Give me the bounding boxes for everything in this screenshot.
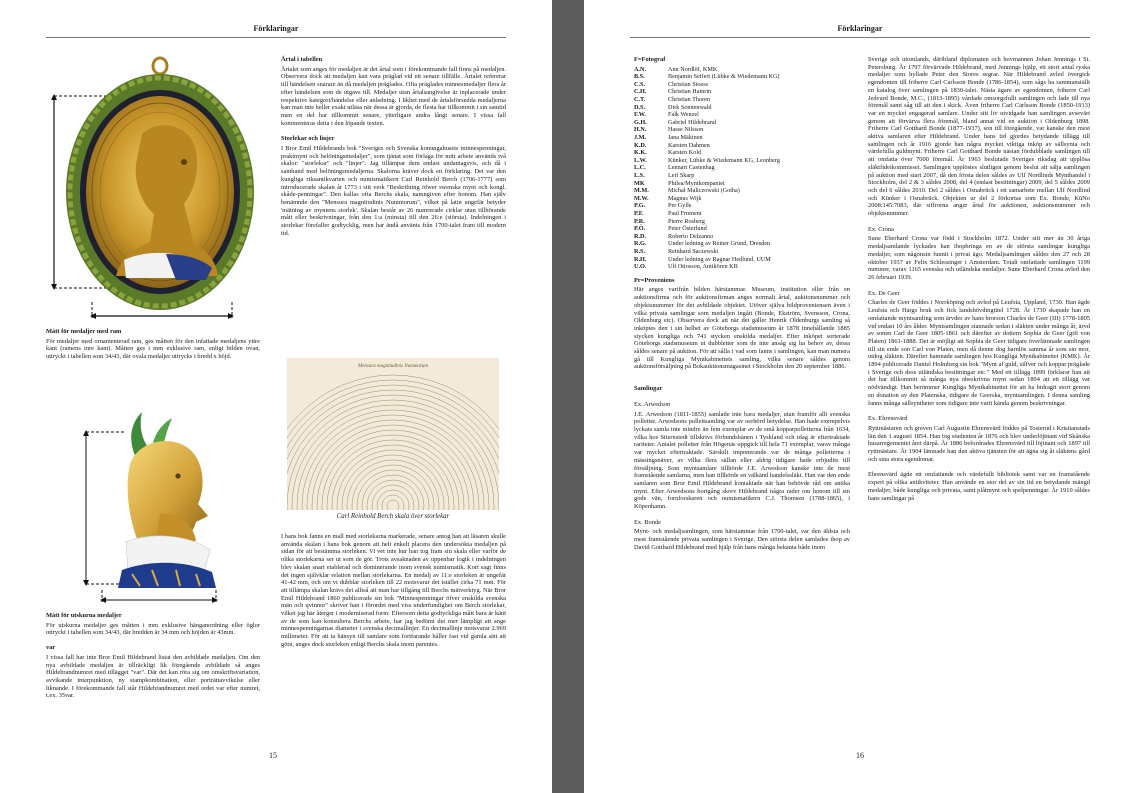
header-rule bbox=[630, 37, 1090, 38]
photographer-row bbox=[634, 210, 780, 218]
page-number: 15 bbox=[269, 751, 277, 760]
crona-title: Ex. Crona bbox=[868, 225, 894, 233]
page-header: Förklaringar bbox=[837, 24, 883, 33]
photographer-name: Reinhard Saczewski bbox=[668, 247, 719, 255]
artal-title: Årtal i tabellen bbox=[281, 56, 323, 63]
photographer-row bbox=[634, 66, 780, 74]
photographer-code: R.H. bbox=[634, 255, 647, 263]
photographer-name: Christian Thoren bbox=[668, 96, 710, 104]
photographer-code: M.M. bbox=[634, 187, 649, 195]
photographer-code: P.R. bbox=[634, 217, 645, 225]
arwedson-title: Ex. Arwedson bbox=[634, 400, 671, 408]
photographer-name: Christian Hamrin bbox=[668, 88, 712, 96]
saml-title: Samlingar bbox=[634, 385, 663, 393]
degeer-text: Charles de Geer föddes i Norrköping och avled på Leufsta, Uppland, 1730. Han ägde Leufsta och Hargs bruk och fick landshövdingtitel 1728. År 1730 skapade han en omfattande myntsamling som ärvdes av hans brorson Charles de Geer (III) 1778-1805 vid endast 10 års ålder. Myntsamlingen stannade sedan i släkten under många år, ärvd av sonen Carl de Geer 1805-1861 och därefter av dottern Sophia de Geer (gift von Platen) 1861-1888. Det är möjligt att Sophia de Geer tidigare överlämnade samlingen till sin ende son Carl von Platen, men då denne dog barnlös samma år som sin mor, utdog släkten. Därefter hamnade samlingen hos Kungliga Myntkabinettet (KMK). År 1894 publicerade Daniel Holmberg sin bok "Mynt af guld, silfver och koppar präglade i Sverige och dess utländska besittningar etc." Med ett tillägg 1899 förklarar han att det har tillkommit så många nya obeskrivna mynt sedan 1894 att ett tillägg var nödvändigt. Han berömmer Kungliga Myntkabinettet för att ha bidragit stort genom en donation av den Platenska, tidigare de Geerska, myntsamlingen. I denna samling fanns många sällsyntheter som tidigare inte varit kända genom beskrivningar. bbox=[868, 299, 1090, 407]
right-col-1 bbox=[634, 56, 850, 554]
berch-scale-circles bbox=[287, 358, 499, 510]
storlek-text: I Bror Emil Hildebrands bok "Sveriges och Svenska konungahusets minnespenningar, praktmynt och belöningsmedaljer", som tjänat som förlaga för mitt arbete används två skalor: "storlekar" och "linjer". Jag tillämpar dem endast undantagsvis, och då i samband med belöningsmedaljerna. Skalorna kräver dock en förklaring. Det var den kungliga riksantikvarien och numismatikern Carl Reinhold Berch (1706-1777) som introducerade skalan år 1773 i sitt verk "Beskrifning öfwer swenska mynt och kongl. skåde-penningar". Den kallas ofta Berchs skala, namngiven efter honom. Han själv benämnde den "Mensura magnitudinis Nummorum", vilket på latin ungefär betyder 'mätning av myntens storlek'. Skalan består av 26 numrerade cirklar utan tillhörande mått eller beskrivningar, från den 1:a (minsta) till den 26:e (största). Indelningen i storlekar förefaller godtycklig, men har ändå använts från 1700-talet fram till modern tid. bbox=[281, 145, 506, 237]
photographer-row bbox=[634, 149, 780, 157]
photographer-row bbox=[634, 81, 780, 89]
photographer-name: Lennart Castenhag bbox=[668, 164, 715, 172]
photographer-row bbox=[634, 88, 780, 96]
photographer-code: C.T. bbox=[634, 96, 646, 104]
photographer-name: Roberto Delzanno bbox=[668, 232, 714, 240]
cutout-medal-figure bbox=[80, 404, 260, 612]
photographer-name: Gabriel Hildebrand bbox=[668, 118, 716, 126]
framed-medal-image bbox=[46, 54, 260, 324]
photographer-name: Künker, Lübke & Wiedemann KG, Leonberg bbox=[668, 156, 780, 164]
photographer-code: H.N. bbox=[634, 126, 647, 134]
photographer-name: Leif Skarp bbox=[668, 172, 695, 180]
photographer-name: Peter Österlund bbox=[668, 225, 707, 233]
left-text-column-bottom bbox=[281, 533, 506, 651]
photographer-code: R.S. bbox=[634, 247, 646, 255]
caption-cutout-title: Mått för utskurna medaljer bbox=[46, 612, 122, 619]
berch-scale-figure bbox=[287, 358, 499, 510]
foto-title: F=Fotograf bbox=[634, 56, 666, 63]
photographer-name: Ulf Ottosson, Antikören KB bbox=[668, 263, 738, 271]
photographer-name: Dirk Sonnenwald bbox=[668, 103, 712, 111]
photographer-row bbox=[634, 157, 780, 165]
photographer-name: Michał Maliczowski (Gotha) bbox=[668, 187, 740, 195]
photographer-table bbox=[634, 66, 780, 271]
photographer-row bbox=[634, 142, 780, 150]
framed-medal-figure bbox=[46, 54, 260, 324]
photographer-row bbox=[634, 96, 780, 104]
left-text-column bbox=[281, 56, 506, 239]
photographer-name: Philea/Myntkompaniet bbox=[668, 179, 725, 187]
bonde-text-cont: Sverige och utomlands, däribland diplomaten och hovmannen Johan Jennings i St. Petersburg. År 1797 förvärvade Hildebrand, med Jennings hjälp, ett stort antal ryska medaljer som hyllade Peter den Stores segrar. När Hildebrand avled övergick egendomen till friherre Carl Carlsson Bonde (1786-1854), som sågs ha sammanställt en katalog över samlingen på 1830-talet. Nästa ägare av egendomen, friherre Carl Jedvard Bonde, M.C., (1813-1895) vårdade omsorgsfullt samlingen och lade till nya föremål samt såg till att den i skick. Även friherre Carl Carlsson Bonde (1850-1913) var en mycket engagerad samlare. Under sitt liv utvidgade han samlingen avsevärt genom att förvärva flera föremål, bland annat vid en auktion i Oldenburg 1898. Friherre Carl Gotthard Bonde (1877-1937), son till föregående, var kanske den mest aktiva samlaren efter Hildebrand. Under hans tid gjordes betydande tillägg till samlingen och år 1916 gjorde han några mycket viktiga inköp av sällsynta och värdefulla guldmynt. Friherre Carl Gotthard Bonde nästan fördubblade samlingen till att omfatta över 7000 föremål. År 1963 beslutade Sveriges riksdag att upplösa släktfideikommisset. Samlingen upplöstes slutligen genom beslut att sälja samlingen på auktion med start 2007, då den första delen såldes av Ulf Nordlinds Mynthandel i Stockholm, del 2 & 3 såldes 2008, del 4 (endast besittningar) 2009, del 5 såldes 2009 och del 6 såldes 2010. Del 2 såldes i Osnabrück i ett samarbete mellan Ulf Nordlind och Künker i Osnabrück. Objekten ur del 2 förkortas som Ex. Bonde, KüNo 2008:145:7083, där siffrorna anger årtal för auktionen, auktionsnummer och objektsnummer. bbox=[868, 56, 1090, 218]
degeer-title: Ex. De Geer bbox=[868, 289, 900, 297]
photographer-name: Paul Froment bbox=[668, 209, 702, 217]
photographer-code: C.S. bbox=[634, 80, 646, 88]
photographer-name: Benjamin Seifert (Lübke & Wiedemann KG) bbox=[668, 73, 780, 81]
photographer-name: Per Gylle bbox=[668, 202, 692, 210]
bonde-title: Ex. Bonde bbox=[634, 518, 661, 526]
photographer-name: Hasse Nilsson bbox=[668, 126, 704, 134]
photographer-row bbox=[634, 256, 780, 264]
photographer-code: K.K. bbox=[634, 149, 647, 157]
photographer-code: M.W. bbox=[634, 194, 649, 202]
photographer-row bbox=[634, 202, 780, 210]
photographer-row bbox=[634, 164, 780, 172]
photographer-name: Pierre Rosberg bbox=[668, 217, 705, 225]
photographer-row bbox=[634, 225, 780, 233]
header-rule bbox=[46, 37, 506, 38]
photographer-row bbox=[634, 195, 780, 203]
photographer-code: K.D. bbox=[634, 141, 647, 149]
page-header: Förklaringar bbox=[253, 24, 299, 33]
photographer-code: U.O. bbox=[634, 263, 647, 271]
storlek-title: Storlekar och linjer bbox=[281, 135, 335, 143]
arwedson-text: J.E. Arwedson (1811-1855) samlade inte bara medaljer, utan framför allt svenska polletter. Arwedsons pollettsamling var av oerhörd betydelse. Han hade exempelvis lyckats samla inte mindre än fem exemplar av de små kopparpolletterna från 1634, vilka hos Stiernstedt tillskrivs förbundsbänen i Tyskland och idag är eftertraktade rariteter. Antalet polletter från Högenäs uppgick till hela 71 exemplar, varav många var mycket eftertraktade. Särskilt imponerande var de många polletterna i mässingsnäver, av vilka flera sällan eller aldrig tidigare hade erbjudits till försäljning. Som myntsamlare tillhörde J.E. Arwedson kanske inte de mest framstående samlarna, men han tillhörde en välkänd handelssläkt. Han var den ende samlaren som Bror Emil Hildebrand kontaktade när han behövde råd om antika mynt. Efter Arwedsons bortgång skrev Hildebrand några rader om honom till sin gode vän, fornforskaren och numismatikern C.J. Thomsen (1788-1865), i Köpenhamn. bbox=[634, 410, 850, 511]
var-text: I vissa fall har inte Bror Emil Hildebrand listat den avbildade medaljen. Om den nya avbildade medaljen är tillräckligt lik föregående avbildade så anges Hildebrandnumret med tillägget "var". Där det kan röra sig om omskriftsvariation, avvikande interpunktion, ny stampkombination, eller porträttavvikelse eller liknande. I förekommande fall står Hildebrandnumret med ordet var efter numret, t.ex. 35var. bbox=[46, 653, 260, 700]
photographer-row bbox=[634, 126, 780, 134]
photographer-code: D.S. bbox=[634, 103, 646, 111]
photographer-row bbox=[634, 248, 780, 256]
photographer-row bbox=[634, 263, 780, 271]
caption-cutout bbox=[46, 612, 260, 702]
artal-text: Årtalet som anges för medaljen är det årtal som i förekommande fall finns på medaljen. Observera dock att medaljen kan vara präglad vid ett senare tillfälle. Årtalet refererar till händelsen snarare än då medaljen präglades. Ofta präglades minnesmedaljer flera år efter händelsen som de utgavs till. Medaljer utan årtalsangivelse är inplacerade under respektive kategori/händelse eller anledning. I likhet med de årtalsförsedda medaljerna kan man inte heller exakt utläsa när dessa är gjorda, de flesta har tillkommit i sin samtid men en del har tillkommit senare, ytterligare andra långt senare. I vissa fall kommenteras detta i den löpande texten. bbox=[281, 65, 506, 127]
photographer-name: Under ledning av Reiner Grund, Dresden bbox=[668, 240, 771, 248]
var-title: var bbox=[46, 644, 56, 652]
photographer-code: P.Ö. bbox=[634, 225, 646, 233]
photographer-row bbox=[634, 134, 780, 142]
left-page bbox=[0, 0, 552, 793]
ehrensvard-text: Ryttmästaren och greven Carl Augustin Ehrensvärd föddes på Tosterud i Kristianstads län den 1 augusti 1854. Han tog studenten år 1876 och blev underlöjtnant vid Skånska husarregementet året därpå. År 1886 befordrades Ehrensvärd till löjtnant och 1897 till ryttmästare. År 1904 lämnade han den aktiva tjänsten för att ägna sig åt släktens gård och sina stora egendomar. bbox=[868, 424, 1090, 463]
photographer-code: F.W. bbox=[634, 111, 646, 119]
photographer-code: R.G. bbox=[634, 240, 647, 248]
photographer-name: Christian Stoess bbox=[668, 80, 709, 88]
photographer-name: Magnus Wijk bbox=[668, 194, 702, 202]
photographer-code: B.S. bbox=[634, 73, 645, 81]
photographer-row bbox=[634, 218, 780, 226]
photographer-name: Jana Mäkinen bbox=[668, 134, 703, 142]
photographer-name: Karsten Kold bbox=[668, 149, 702, 157]
caption-framed-text: För medaljer med ornamenterad ram, ges måtten för den infattade medaljens yttre kant (ramens inre kant). Måtten ges i mm exklusive ram, enligt bilden ovan, uttryckt i tabellen som 34/43, där ovala medaljer uttrycks i bredd x höjd. bbox=[46, 337, 260, 361]
photographer-name: Under ledning av Ragnar Hedlund, UUM bbox=[668, 255, 771, 263]
page-number: 16 bbox=[856, 751, 864, 760]
prov-title: Pr=Proveniens bbox=[634, 276, 675, 284]
ehrensvard-text-2: Ehrensvärd ägde ett omfattande och värdefullt bibliotek samt var en framstående expert på olika antikviteter. Han använde en stor del av sin tid en betydande mängd medaljer, både kungliga och privata, samt plåtmynt och spelpenningar. År 1910 såldes hans samlingar på bbox=[868, 471, 1090, 502]
photographer-code: P.G. bbox=[634, 202, 646, 210]
photographer-row bbox=[634, 233, 780, 241]
photographer-code: C.H. bbox=[634, 88, 647, 96]
right-col-2 bbox=[868, 56, 1090, 504]
hans-text: I hans bok fanns en mall med storlekarna markerade, senare antog han att läsaren skulle använda skalan i hans bok genom att helt enkelt placera den undersökta medaljen på sidan för att bestämma storleken. Vi vet inte hur han tog fram sin skala eller varför de olika storlekarna ser ut som de gör. Trots avsaknaden av uppenbar logik i indelningen blev skalan snart etablerad och dominerande inom svensk numismatik. Kort sagt finns det ingen självklar relation mellan storlekarna. En medalj av 11:e storleken är ungefär 41-42 mm, och om vi dubblar storleken till 22 motsvarar det istället cirka 71 mm. För att tillämpa skalan krävs det alltså att man har tillgång till Berchs mätverktyg. När Bror Emil Hildebrand 1860 publicerade sin bok "Minnespenningar öfver enskilda svenska män och qvinnor" skriver han i förordet med viss underfundighet om Berch storlekar, vilket jag här återger i moderniserad form: Eftersom detta godtyckliga mått bara är känt av de som kan konsultera Berchs arbete, har jag bedömt det mer lämpligt att ange minnespenningarnas diameter i svenska decimallinjer. En decimallinje motsvarar 2.969 millimeter. För att ta hänsyn till samlare som fortfarande håller fast vid gamla sätt att göra, anges dock storleken enligt Berchs skala inom parentes. bbox=[281, 533, 506, 648]
photographer-row bbox=[634, 104, 780, 112]
photographer-row bbox=[634, 111, 780, 119]
berch-scale-caption: Carl Reinhold Berch skala över storlekar bbox=[336, 513, 450, 520]
photographer-code: G.H. bbox=[634, 118, 647, 126]
prov-text: Här anges varifrån bilden härstammar. Museum, institution eller från en auktionsfirma och för auktionsfirman anges normalt årtal, auktionsnummer och objektsnummer för det avbildade objektet. Utöver själva bildproveniensen även i vilka privata samlingar som medaljen ingått (Bonde, Ekström, Svensson, Crona, Oldenburg etc). Observera dock att när det gäller Henrik Oldenburgs samling så inköptes den i sin helhet av Göteborgs stadsmuseum år 1878 innehållande 1885 stycken kungliga och 741 stycken enskilda medaljer. Efter inköpet sorterade Göteborgs stadsmuseum ut dubbletter som de inte ansåg sig ha behov av, dessa såldes senare på auktion. För att sålla i vad som fanns i samlingen, kan man numera gå till Kungliga Myntkabinettets samling, vilka senare såldes genom auktionsförsäljning på Bokauktionsmagasinet i Stockholm den 20 september 1886. bbox=[634, 286, 850, 371]
photographer-code: P.F. bbox=[634, 209, 644, 217]
right-page bbox=[584, 0, 1136, 793]
caption-framed-title: Mått för medaljer med ram bbox=[46, 328, 122, 335]
photographer-name: Karsten Dahmen bbox=[668, 141, 710, 149]
caption-framed bbox=[46, 328, 260, 363]
photographer-row bbox=[634, 119, 780, 127]
photographer-row bbox=[634, 240, 780, 248]
photographer-code: L.W. bbox=[634, 156, 647, 164]
photographer-code: L.C. bbox=[634, 164, 646, 172]
photographer-row bbox=[634, 172, 780, 180]
cutout-medal-image bbox=[80, 404, 260, 612]
photographer-row bbox=[634, 187, 780, 195]
bonde-text: Mynt- och medaljsamlingen, som härstammar från 1700-talet, var den äldsta och mest framstående privata samlingen i Sverige. Den största delen samlades ihop av David Gotthard Hildebrand med hjälp från hans många bekanta både inom bbox=[634, 528, 850, 551]
caption-cutout-text: För utskurna medaljer ges måtten i mm exklusive hänganordning eller öglor uttryckt i tabellen som 34/43, där bredden är 34 mm och höjden är 43mm. bbox=[46, 621, 260, 637]
photographer-code: MK bbox=[634, 179, 645, 187]
photographer-code: A.N. bbox=[634, 65, 647, 73]
ehrensvard-title: Ex. Ehrensvärd bbox=[868, 415, 908, 423]
berch-scale-title: Mensura magnitudinis Nummorum bbox=[357, 364, 428, 369]
photographer-code: R.D. bbox=[634, 232, 647, 240]
photographer-row bbox=[634, 180, 780, 188]
photographer-code: L.S. bbox=[634, 172, 645, 180]
photographer-row bbox=[634, 73, 780, 81]
photographer-name: Ann Nordlöf, KMK bbox=[668, 65, 718, 73]
crona-text: Sune Eberhard Crona var född i Stockholm 1872. Under sitt mer än 30 åriga medaljsamlande lyckades han ihopbringa en av de största samlingar kungliga medaljer, som någonsin funnit i privat ägo. Medaljsamlingen såldes den 27 och 28 oktober 1937 av Felix Schlessinger i Amsterdam. Totalt omfattade samlingen 1199 nummer, varav 1165 svenska och utländska medaljer. Sune Eberhard Crona avled den 26 februari 1939. bbox=[868, 235, 1090, 281]
photographer-code: J.M. bbox=[634, 134, 647, 142]
photographer-name: Falk Wenzel bbox=[668, 111, 699, 119]
